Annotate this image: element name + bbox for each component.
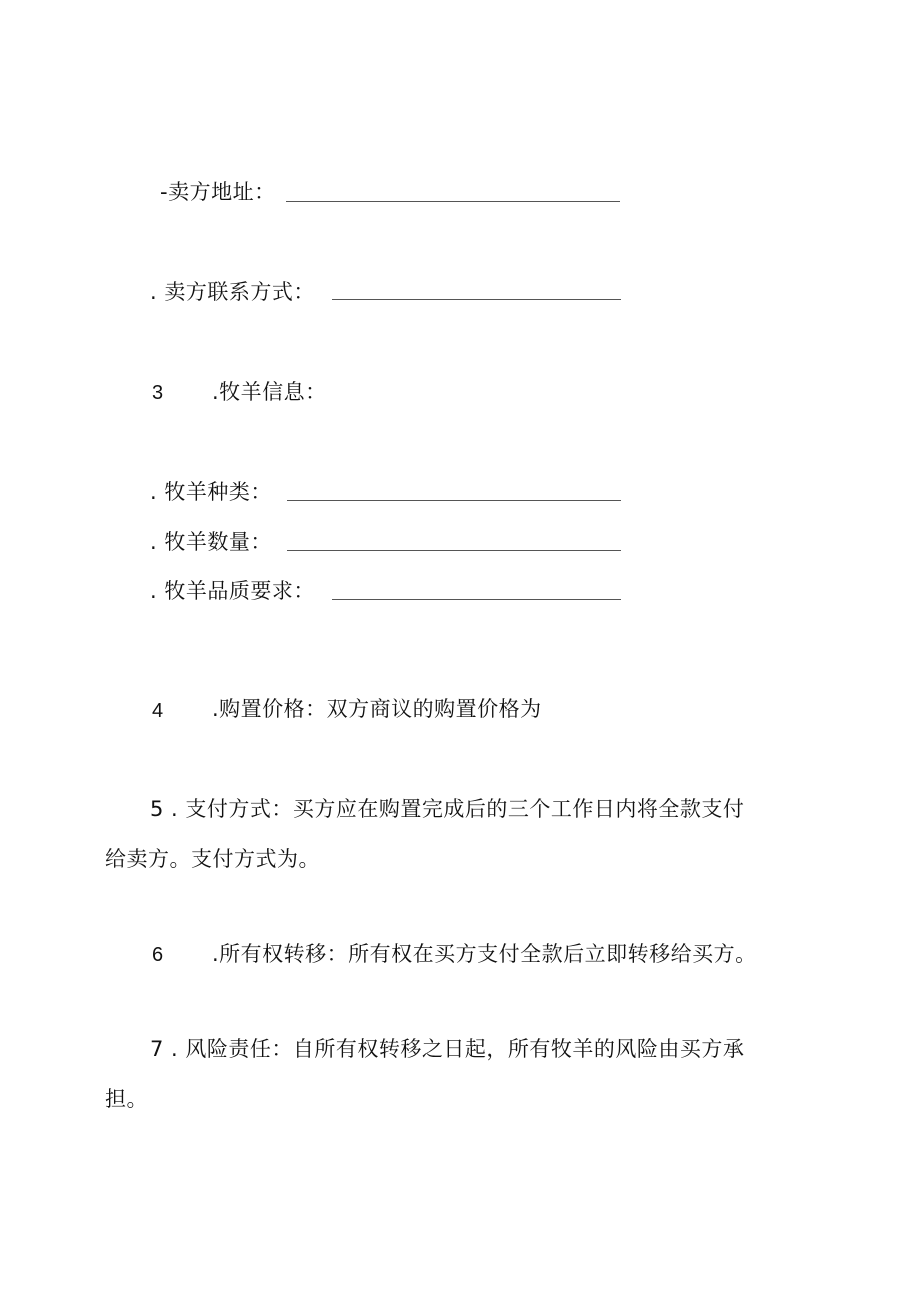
- seller-contact-blank: [332, 299, 621, 300]
- sheep-quality-blank: [332, 599, 621, 600]
- section-6-number: 6: [152, 944, 164, 966]
- sheep-type-label: . 牧羊种类：: [150, 480, 272, 504]
- section-3-number: 3: [152, 382, 164, 404]
- section-7-line-1: 7 . 风险责任：自所有权转移之日起，所有牧羊的风险由买方承: [150, 1037, 745, 1061]
- section-3-heading: .牧羊信息：: [212, 380, 327, 404]
- sheep-quality-label: . 牧羊品质要求：: [150, 579, 315, 603]
- section-6-text: .所有权转移：所有权在买方支付全款后立即转移给买方。: [212, 942, 757, 966]
- seller-address-blank: [286, 201, 620, 202]
- section-5-line-1: 5 . 支付方式：买方应在购置完成后的三个工作日内将全款支付: [150, 797, 745, 821]
- section-4-text: .购置价格：双方商议的购置价格为: [212, 697, 542, 721]
- sheep-count-blank: [287, 550, 621, 551]
- section-4-number: 4: [152, 700, 164, 722]
- seller-contact-label: . 卖方联系方式：: [150, 280, 315, 304]
- seller-address-label: -卖方地址：: [160, 180, 276, 204]
- sheep-type-blank: [287, 500, 621, 501]
- sheep-count-label: . 牧羊数量：: [150, 530, 272, 554]
- section-5-line-2: 给卖方。支付方式为。: [105, 847, 320, 871]
- section-7-line-2: 担。: [105, 1087, 148, 1111]
